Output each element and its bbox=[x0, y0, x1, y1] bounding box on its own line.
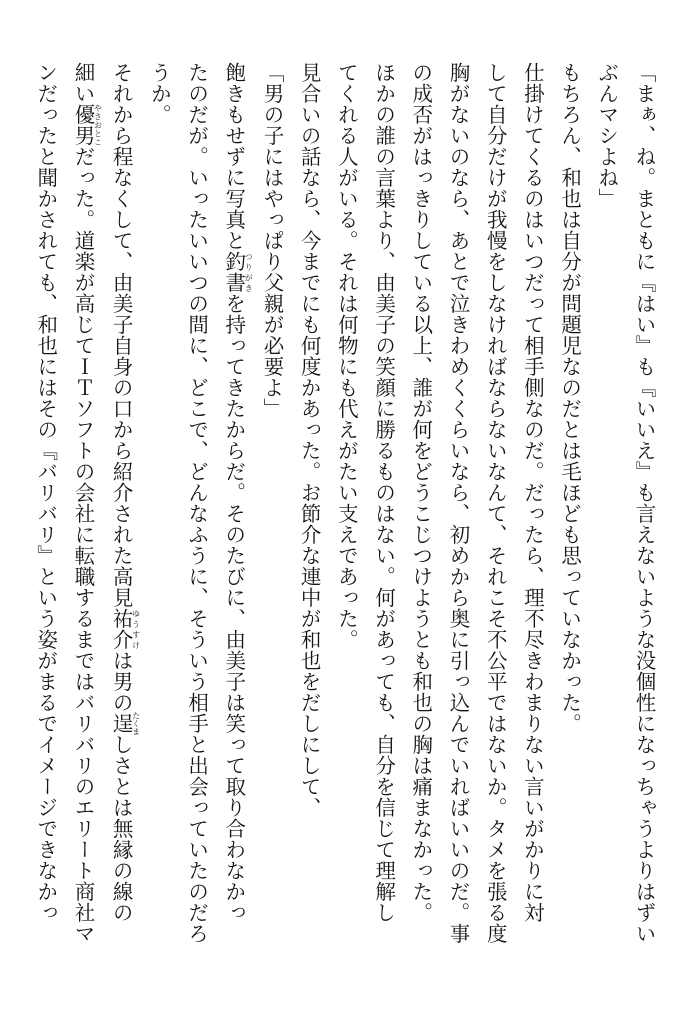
text-line-10: 見合いの話なら、今までにも何度かあった。お節介な連中が和也をだしにして、 bbox=[297, 62, 322, 818]
vertical-text-body bbox=[27, 62, 662, 962]
text-line-3: もちろん、和也は自分が問題児なのだとは毛ほども思っていなかった。 bbox=[557, 62, 582, 734]
text-line-9: てくれる人がいる。それは何物にも代えがたい支えであった。 bbox=[334, 62, 359, 650]
ruby-tsurigaki: 釣書つりがき bbox=[221, 251, 254, 293]
text-line-5: して自分だけが我慢をしなければならないなんて、それこそ不公平ではないか。タメを張る度 bbox=[483, 62, 508, 944]
text-line-8: ほかの誰の言葉より、由美子の笑顔に勝るものはない。何があっても、自分を信じて理解し bbox=[371, 62, 396, 923]
ruby-takuma: 逞たくま bbox=[109, 711, 141, 736]
ruby-tsurigaki-reading: つりがき bbox=[244, 251, 254, 293]
text-line-4: 仕掛けてくるのはいつだって相手側なのだ。だったら、理不尽きわまりない言いがかりに対 bbox=[520, 62, 545, 923]
text-line-14: うか。 bbox=[147, 62, 172, 125]
text-line-6: 胸がないのなら、あとで泣きわめくくらいなら、初めから奥に引っ込んでいればいいのだ。事 bbox=[445, 62, 470, 944]
text-line-13: たのだが。いったいいつの間に、どこで、どんなふうに、そういう相手と出会っていたのだろ bbox=[184, 62, 209, 944]
ruby-yasaotoko: 優男やさおとこ bbox=[70, 104, 103, 146]
text-line-12: 飽きもせずに写真と釣書つりがきを持ってきたからだ。そのたびに、由美子は笑って取り合わなかっ bbox=[221, 62, 254, 923]
text-line-1: 「まぁ、ね。まともに『はい』も『いいえ』も言えないような没個性になっちゃうよりはずい bbox=[632, 62, 656, 944]
text-line-16: 細い優男やさおとこだった。道楽が高じてＩＴソフトの会社に転職するまではバリバリのエリート商社マ bbox=[70, 62, 103, 944]
text-line-15: それから程なくして、由美子自身の口から紹介された高見祐介ゆうすけは男の逞たくましさとは無縁の線の bbox=[109, 62, 141, 923]
text-line-2: ぶんマシよね」 bbox=[594, 62, 619, 209]
ruby-yasaotoko-reading: やさおとこ bbox=[93, 104, 103, 146]
text-line-11: 「男の子にはやっぱり父親が必要よ」 bbox=[259, 62, 284, 419]
text-line-17: ンだったと聞かされても、和也にはその『バリバリ』という姿がまるでイメージできなかっ bbox=[33, 62, 58, 923]
ruby-yusuke: 祐介ゆうすけ bbox=[109, 608, 141, 650]
ruby-yusuke-reading: ゆうすけ bbox=[131, 608, 141, 650]
ruby-takuma-reading: たくま bbox=[131, 711, 141, 736]
text-line-7: の成否がはっきりしている以上、誰が何をどうこじつけようとも和也の胸は痛まなかった。 bbox=[408, 62, 433, 923]
